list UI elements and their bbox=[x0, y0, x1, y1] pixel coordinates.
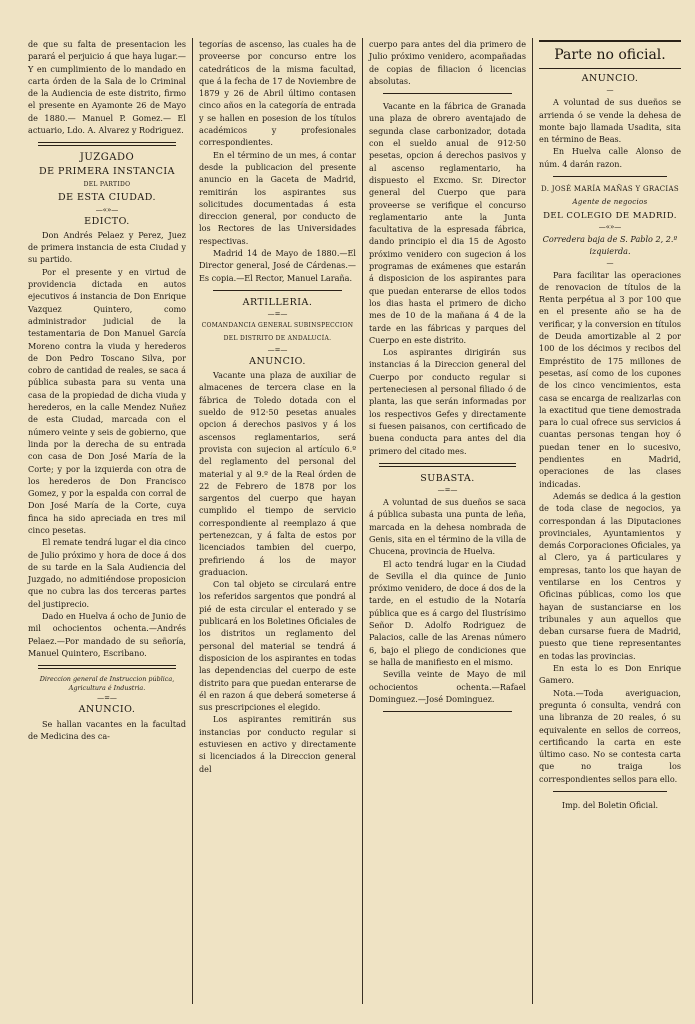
paragraph: Vacante en la fábrica de Granada una plaza de obrero aventajado de segunda clase carbonizador, dotada con el sueldo anual de 912·50 pesetas, opcion á derechos pasivos y al ascenso reglamentario, ha dispuesto el Excmo. Sr. Director general del Cuerpo que para proveerse se verifique el concurso reglamentario ante la Junta facultativa de la espresada fábrica, dando principio el dia 15 de Agosto próximo venidero con sugecion á los programas de exámenes que estarán á disposicion de los aspirantes para que puedan enterarse de ellos todos los dias hasta el primero de dicho mes de 10 de la mañana á 4 de la tarde en las fábricas y parques del Cuerpo en este distrito. bbox=[369, 101, 526, 345]
divider bbox=[553, 791, 667, 792]
paragraph: cuerpo para antes del dia primero de Julio próximo venidero, acompañadas de copias de filiacion ó licencias absolutas. bbox=[369, 39, 526, 86]
anuncio-title: ANUNCIO. bbox=[581, 73, 639, 84]
ornament-icon: —=— bbox=[437, 486, 458, 495]
edicto-paragraph: Dado en Huelva á ocho de Junio de mil ochocientos ochenta.—Andrés Pelaez.—Por mandado de su señoría, Manuel Quintero, Escribano. bbox=[28, 611, 186, 658]
divider bbox=[38, 665, 176, 669]
paragraph: A voluntad de sus dueños se saca á pública subasta una punta de leña, marcada en la dehesa nombrada de Genis, sita en el término de la villa de Chucena, provincia de Huelva. bbox=[369, 497, 526, 557]
ornament-icon: —«»— bbox=[598, 222, 622, 231]
agent-name: D. JOSÉ MARÍA MAÑAS Y GRACIAS bbox=[541, 185, 679, 194]
paragraph-top: de que su falta de presentacion les parará el perjuicio á que haya lugar.— Y en cumplimiento de lo mandado en carta órden de la Sala de lo Criminal de la Audiencia de este distrito, firmo el presente en Ayamonte 26 de Mayo de 1880.— Manuel P. Gomez.— El actuario, Ldo. A. Alvarez y Rodriguez. bbox=[28, 39, 186, 136]
anuncio-title: ANUNCIO. bbox=[249, 355, 306, 367]
section-title-box bbox=[539, 40, 681, 69]
paragraph: El acto tendrá lugar en la Ciudad de Sevilla el dia quince de Junio próximo venidero, de doce á dos de la tarde, en el estudio de la Notaría pública que es á cargo del Ilustrísimo Señor D. Adolfo Rodriguez de Palacios, calle de las Arenas número 6, bajo el pliego de condiciones que se halla de manifiesto en el mismo. bbox=[369, 558, 526, 667]
juzgado-subtitle: DE PRIMERA INSTANCIA bbox=[38, 165, 175, 177]
anuncio-title: ANUNCIO. bbox=[78, 704, 136, 716]
agent-college: DEL COLEGIO DE MADRID. bbox=[543, 210, 677, 221]
paragraph: Sevilla veinte de Mayo de mil ochocientos ochenta.—Rafael Dominguez.—José Dominguez. bbox=[369, 669, 526, 704]
ornament-icon: — bbox=[606, 258, 614, 267]
ornament-icon: —=— bbox=[267, 345, 288, 354]
printer-imprint: Imp. del Boletin Oficial. bbox=[561, 801, 659, 811]
paragraph: Vacante una plaza de auxiliar de almacenes de tercera clase en la fábrica de Toledo dotada con el sueldo de 912·50 pesetas anuales opcion á derechos pasivos y á los ascensos reglamentarios, será provista con sujecion al artículo 6.º del reglamento del personal del material y al 9.º de la Real órden de 22 de Febrero de 1878 por los sargentos del cuerpo que hayan cumplido el tiempo de servicio correspondiente al reemplazo á que pertenezcan, y á falta de estos por licenciados tambien del cuerpo, prefiriendo á los de mayor graduacion. bbox=[199, 370, 356, 577]
juzgado-district: DEL PARTIDO bbox=[83, 180, 131, 188]
divider bbox=[553, 176, 667, 177]
paragraph: A voluntad de sus dueños se arrienda ó se vende la dehesa de monte bajo llamada Usadita, sita en término de Beas. bbox=[539, 97, 681, 145]
column-1 bbox=[22, 38, 192, 1004]
divider bbox=[213, 290, 342, 291]
paragraph: En esta lo es Don Enrique Gamero. bbox=[539, 663, 681, 686]
ornament-icon: —«»— bbox=[95, 205, 119, 214]
edicto-title: EDICTO. bbox=[84, 215, 130, 227]
agent-role: Agente de negocios bbox=[572, 198, 648, 207]
paragraph: Para facilitar las operaciones de renovacion de títulos de la Renta perpétua al 3 por 100 que en el presente año se ha de verificar, y la conversion en títulos de Deuda amortizable al 2 por 100 de los décimos y recibos del Empréstito de 175 millones de pesetas, así como de los cupones de los cinco vencimientos, esta casa se encarga de realizarlas con la exactitud que tiene demostrada para lo cual ofrece sus servicios á cuantas personas tengan hoy ó puedan tener en lo sucesivo, pendientes en Madrid, operaciones de las clases indicadas. bbox=[539, 269, 681, 489]
agent-address: Corredera baja de S. Pablo 2, 2.º izquierda. bbox=[542, 233, 678, 257]
section-title: Parte no oficial. bbox=[554, 47, 666, 63]
paragraph: tegorías de ascenso, las cuales ha de proveerse por concurso entre los catedráticos de la misma facultad, que á la fecha de 17 de Noviembre de 1879 y 26 de Abril último contasen cinco años en la categoría de entrada y se hallen en posesion de los títulos académicos y profesionales correspondientes. bbox=[199, 39, 356, 148]
ornament-icon: —=— bbox=[97, 694, 117, 703]
divider bbox=[383, 711, 512, 712]
juzgado-city: DE ESTA CIUDAD. bbox=[57, 192, 156, 204]
direccion-title: Direccion general de Instruccion pública, Agricultura é Industria. bbox=[39, 675, 175, 693]
anuncio-paragraph: Se hallan vacantes en la facultad de Medicina des ca- bbox=[28, 718, 186, 741]
paragraph: Además se dedica á la gestion de toda clase de negocios, ya correspondan á las Diputaciones provinciales, Ayuntamientos y demás Corporaciones Oficiales, ya al Clero, ya á particulares y empresas, tanto los que hayan de ventilarse en los Centros y Oficinas públicas, como los que hayan de sustanciarse en los tribunales y aun aquellos que deban cursarse fuera de Madrid, puesto que tiene representantes en todas las provincias. bbox=[539, 490, 681, 661]
artilleria-title: ARTILLERIA. bbox=[242, 296, 313, 308]
comandancia-title: COMANDANCIA GENERAL SUBINSPECCION DEL DISTRITO DE ANDALUCÍA. bbox=[201, 322, 354, 342]
paragraph: En el término de un mes, á contar desde la publicacion del presente anuncio en la Gaceta de Madrid, remitirán los aspirantes sus solicitudes documentadas á esta direccion general, por conducto de los Rectores de las Universidades respectivas. bbox=[199, 149, 356, 246]
ornament-icon: —=— bbox=[267, 310, 288, 319]
paragraph: En Huelva calle Alonso de núm. 4 darán razon. bbox=[539, 146, 681, 169]
divider bbox=[383, 93, 512, 94]
column-2 bbox=[192, 38, 362, 1004]
divider bbox=[379, 463, 516, 467]
divider bbox=[38, 142, 176, 146]
subasta-title: SUBASTA. bbox=[420, 472, 475, 484]
paragraph: Madrid 14 de Mayo de 1880.—El Director general, José de Cárdenas.—Es copia.—El Rector, Manuel Laraña. bbox=[199, 248, 356, 283]
edicto-paragraph: El remate tendrá lugar el dia cinco de Julio próximo y hora de doce á dos de su tarde en la Sala Audiencia del Juzgado, no admitiéndose proposicion que no cubra las dos terceras partes del justiprecio. bbox=[28, 537, 186, 609]
juzgado-title: JUZGADO bbox=[79, 152, 135, 164]
edicto-paragraph: Por el presente y en virtud de providencia dictada en autos ejecutivos á instancia de Don Enrique Vazquez Quintero, como administrador judicial de la testamentaria de Don Manuel García Moreno contra la viuda y herederos de Don Pedro Toscano Silva, por cobro de cantidad de reales, se saca á pública subasta para su venta una casa de la propiedad de dicha viuda y herederos, en la calle Mendez Nuñez de esta Ciudad, marcada con el número veinte y seis de gobierno, que linda por la derecha de su entrada con casa de Don José María de la Corte; y por la izquierda con otra de los herederos de Don Francisco Gomez, y por la espalda con corral de Don José María de la Corte, cuya finca ha sido apreciada en tres mil cinco pesetas. bbox=[28, 266, 186, 535]
paragraph: Con tal objeto se circulará entre los referidos sargentos que pondrá al pié de esta circular el enterado y se publicará en los Boletines Oficiales de los distritos un reglamento del personal del material se tendrá á disposicion de los aspirantes en todas las dependencias del cuerpo de este distrito para que puedan enterarse de él en razon á que deberá someterse á sus prescripciones el elegido. bbox=[199, 579, 356, 713]
columns bbox=[22, 38, 687, 1004]
edicto-paragraph: Don Andrés Pelaez y Perez, Juez de primera instancia de esta Ciudad y su partido. bbox=[28, 229, 186, 265]
paragraph: Nota.—Toda averiguacion, pregunta ó consulta, vendrá con una libranza de 20 reales, ó su equivalente en sellos de correos, certificando la carta en este último caso. No se contesta carta que no traiga los correspondientes sellos para ello. bbox=[539, 687, 681, 784]
paragraph: Los aspirantes remitirán sus instancias por conducto regular si estuviesen en activo y directamente si licenciados á la Direccion general del bbox=[199, 714, 356, 774]
ornament-icon: — bbox=[606, 86, 614, 95]
column-4 bbox=[532, 38, 687, 1004]
paragraph: Los aspirantes dirigirán sus instancias á la Direccion general del Cuerpo por conducto regular si perteneciesen al personal filiado ó de planta, las que serán informadas por los respectivos Gefes y directamente si fuesen paisanos, con certificado de buena conducta para antes del dia primero del citado mes. bbox=[369, 347, 526, 456]
column-3 bbox=[362, 38, 532, 1004]
